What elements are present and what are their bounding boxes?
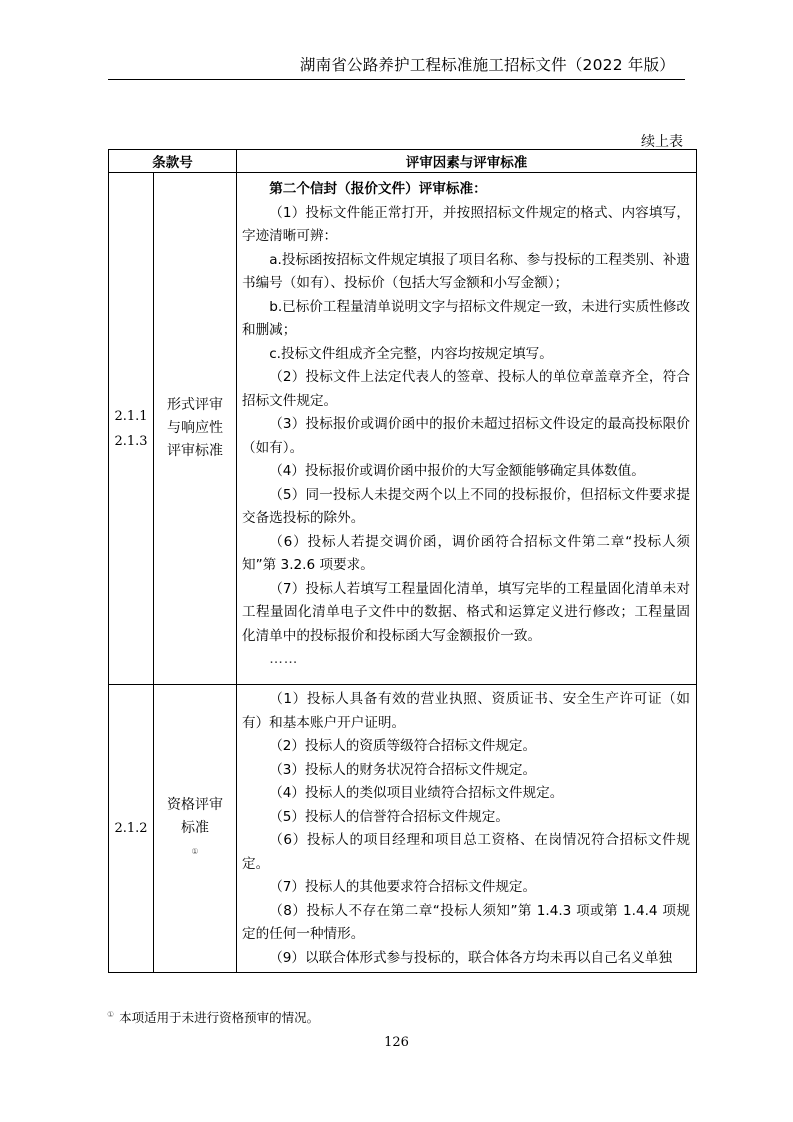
review-factor-cell (154, 685, 237, 973)
criteria-paragraph: （2）投标人的资质等级符合招标文件规定。 (269, 738, 537, 754)
criteria-paragraph: （7）投标人若填写工程量固化清单，填写完毕的工程量固化清单未对工程量固化清单电子文件中的数据、格式和运算定义进行修改；工程量固化清单中的投标报价和投标函大写金额报价一致。 (242, 580, 690, 644)
criteria-paragraph: （4）投标报价或调价函中报价的大写金额能够确定具体数值。 (269, 463, 645, 479)
criteria-paragraph: （5）同一投标人未提交两个以上不同的投标报价，但招标文件要求提交备选投标的除外。 (242, 486, 690, 526)
criteria-paragraph: （6）投标人的项目经理和项目总工资格、在岗情况符合招标文件规定。 (242, 832, 690, 872)
criteria-paragraph: （8）投标人不存在第二章“投标人须知”第 1.4.3 项或第 1.4.4 项规定的任何一种情形。 (242, 902, 690, 942)
clause-number: 2.1.2 (114, 821, 148, 836)
column-header-criteria: 评审因素与评审标准 (237, 150, 697, 173)
criteria-paragraph: （1）投标文件能正常打开，并按照招标文件规定的格式、内容填写，字迹清晰可辨： (242, 204, 690, 244)
footnote-text: 本项适用于未进行资格预审的情况。 (119, 1010, 320, 1025)
clause-number: 2.1.3 (114, 433, 148, 449)
header-divider (108, 79, 685, 80)
clause-number-cell (109, 685, 154, 973)
review-standard-cell (237, 685, 697, 973)
criteria-paragraph: a.投标函按招标文件规定填报了项目名称、参与投标的工程类别、补遗书编号（如有）、投标价（包括大写金额和小写金额）； (242, 251, 690, 291)
table-continued-note: 续上表 (641, 134, 683, 150)
footnote-mark: ① (107, 1009, 115, 1019)
review-factor-line: 形式评审 (167, 397, 223, 413)
table-row (109, 685, 697, 973)
criteria-paragraph: （1）投标人具备有效的营业执照、资质证书、安全生产许可证（如有）和基本账户开户证明。 (242, 691, 690, 731)
review-factor-line: 评审标准 (167, 443, 223, 459)
review-factor-cell (154, 173, 237, 685)
criteria-paragraph: （4）投标人的类似项目业绩符合招标文件规定。 (269, 785, 564, 801)
criteria-heading: 第二个信封（报价文件）评审标准： (269, 181, 487, 197)
footnote (107, 1008, 319, 1026)
review-factor-line: 标准 (181, 820, 209, 836)
criteria-paragraph: （2）投标文件上法定代表人的签章、投标人的单位章盖章齐全，符合招标文件规定。 (242, 369, 690, 409)
table-row (109, 173, 697, 685)
criteria-paragraph: （7）投标人的其他要求符合招标文件规定。 (269, 879, 537, 895)
criteria-paragraph: （3）投标报价或调价函中的报价未超过招标文件设定的最高投标限价（如有）。 (242, 416, 690, 456)
page-header-title: 湖南省公路养护工程标准施工招标文件（2022 年版） (299, 56, 675, 74)
criteria-paragraph: c.投标文件组成齐全完整，内容均按规定填写。 (269, 345, 553, 362)
column-header-clause: 条款号 (109, 150, 237, 173)
clause-number: 2.1.1 (114, 408, 148, 424)
criteria-paragraph: b.已标价工程量清单说明文字与招标文件规定一致，未进行实质性修改和删减； (242, 298, 690, 338)
criteria-paragraph: （6）投标人若提交调价函，调价函符合招标文件第二章“投标人须知”第 3.2.6 项要求。 (242, 533, 690, 573)
criteria-paragraph: （5）投标人的信誉符合招标文件规定。 (269, 808, 509, 825)
criteria-paragraph: （3）投标人的财务状况符合招标文件规定。 (269, 761, 537, 778)
review-factor-line-with-note (154, 817, 236, 863)
evaluation-criteria-table (108, 149, 697, 973)
review-factor-line: 与响应性 (167, 420, 223, 436)
criteria-paragraph: （9）以联合体形式参与投标的，联合体各方均未再以自己名义单独 (269, 949, 673, 966)
page-number: 126 (384, 1035, 409, 1050)
footnote-reference-mark: ① (191, 847, 199, 856)
table-header-row (109, 150, 697, 173)
clause-number-cell (109, 173, 154, 685)
criteria-ellipsis: …… (269, 651, 299, 667)
review-factor-line: 资格评审 (167, 797, 223, 813)
review-standard-cell (237, 173, 697, 685)
